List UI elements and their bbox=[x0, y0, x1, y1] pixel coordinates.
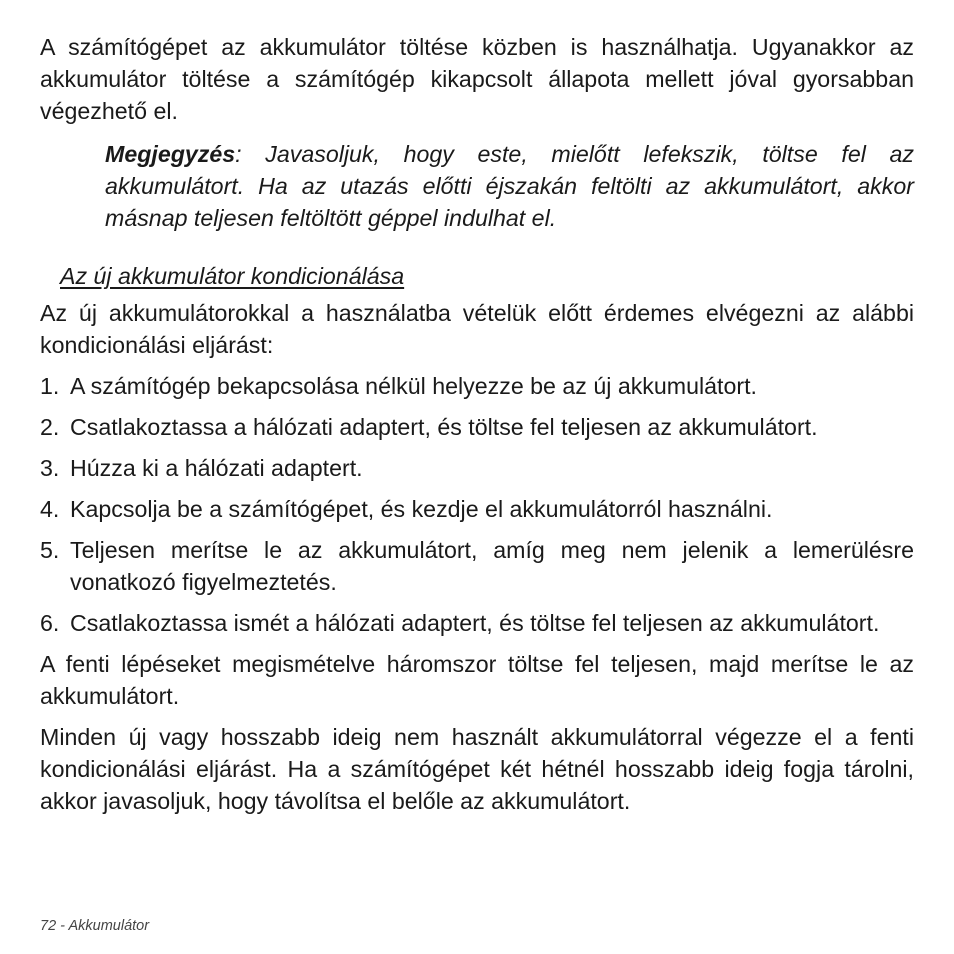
after-steps-paragraph: A fenti lépéseket megismételve háromszor töltse fel teljesen, majd merítse le az akkumulátort. bbox=[40, 651, 914, 709]
intro-paragraph: A számítógépet az akkumulátor töltése közben is használhatja. Ugyanakkor az akkumulátor töltése a számítógép kikapcsolt állapota mellett jóval gyorsabban végezhető el. bbox=[40, 34, 914, 124]
step-text: Teljesen merítse le az akkumulátort, amíg meg nem jelenik a lemerülésre vonatkozó figyelmeztetés. bbox=[70, 537, 914, 595]
list-item bbox=[40, 370, 914, 402]
steps-list bbox=[40, 370, 914, 639]
list-item bbox=[40, 534, 914, 598]
step-number: 5. bbox=[40, 537, 60, 563]
step-number: 6. bbox=[40, 610, 60, 636]
list-item bbox=[40, 493, 914, 525]
note-label: Megjegyzés bbox=[105, 141, 236, 167]
step-text: A számítógép bekapcsolása nélkül helyezze be az új akkumulátort. bbox=[70, 373, 757, 399]
step-text: Húzza ki a hálózati adaptert. bbox=[70, 455, 363, 481]
section-heading: Az új akkumulátor kondicionálása bbox=[60, 263, 405, 289]
list-item bbox=[40, 607, 914, 639]
section-lead-paragraph: Az új akkumulátorokkal a használatba vételük előtt érdemes elvégezni az alábbi kondicionálási eljárást: bbox=[40, 300, 914, 358]
step-number: 4. bbox=[40, 496, 60, 522]
closing-paragraph: Minden új vagy hosszabb ideig nem használt akkumulátorral végezze el a fenti kondicionálási eljárást. Ha a számítógépet két hétnél hosszabb ideig fogja tárolni, akkor javasoljuk, hogy távolítsa el belőle az akkumulátort. bbox=[40, 724, 914, 814]
list-item bbox=[40, 452, 914, 484]
step-number: 1. bbox=[40, 373, 60, 399]
step-text: Csatlakoztassa ismét a hálózati adaptert, és töltse fel teljesen az akkumulátort. bbox=[70, 610, 880, 636]
page-content bbox=[40, 31, 914, 826]
page-footer: 72 - Akkumulátor bbox=[40, 918, 150, 934]
step-number: 2. bbox=[40, 414, 60, 440]
step-text: Kapcsolja be a számítógépet, és kezdje el akkumulátorról használni. bbox=[70, 496, 773, 522]
list-item bbox=[40, 411, 914, 443]
step-text: Csatlakoztassa a hálózati adaptert, és töltse fel teljesen az akkumulátort. bbox=[70, 414, 818, 440]
step-number: 3. bbox=[40, 455, 60, 481]
note-text: : Javasoljuk, hogy este, mielőtt lefekszik, töltse fel az akkumulátort. Ha az utazás előtti éjszakán feltölti az akkumulátort, akkor másnap teljesen feltöltött géppel indulhat el. bbox=[105, 141, 914, 231]
note-paragraph bbox=[105, 138, 914, 234]
